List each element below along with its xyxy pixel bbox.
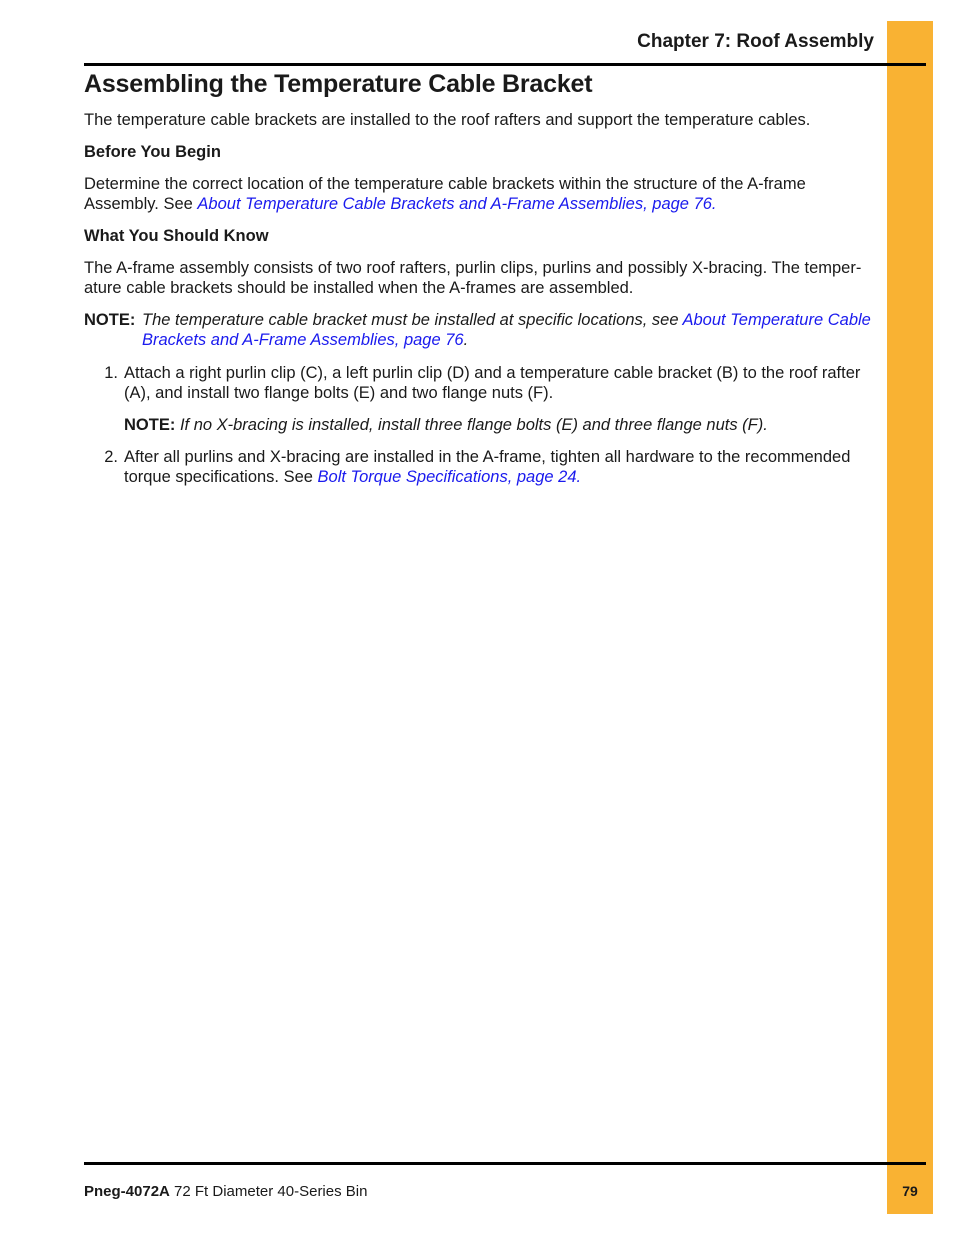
note-block <box>84 310 879 350</box>
step-item <box>84 447 879 487</box>
step-end: . <box>576 468 582 486</box>
intro-paragraph: The temperature cable brackets are installed to the roof rafters and support the temperature cables. <box>84 111 811 129</box>
footer-doc-title: 72 Ft Diameter 40-Series Bin <box>174 1183 368 1200</box>
page-title: Assembling the Temperature Cable Bracket <box>84 70 593 98</box>
step-text: After all purlins and X-bracing are installed in the A-frame, tighten all hardware to the recommended torque specifications. See <box>124 448 851 486</box>
page-content <box>84 110 879 499</box>
before-link[interactable]: About Temperature Cable Brackets and A-Frame Assemblies, page 76 <box>197 195 712 213</box>
step-link[interactable]: Bolt Torque Specifications, page 24 <box>317 468 577 486</box>
note-end: . <box>463 331 469 349</box>
step-number: 1. <box>104 364 118 382</box>
before-heading: Before You Begin <box>84 143 221 161</box>
steps-list <box>84 363 879 487</box>
page-number: 79 <box>902 1183 918 1199</box>
before-paragraph <box>84 174 879 214</box>
step-note <box>124 415 879 435</box>
step-body <box>124 363 879 435</box>
note-text: The temperature cable bracket must be installed at specific locations, see <box>142 311 683 329</box>
step-note-label: NOTE: <box>124 416 176 434</box>
step-item <box>84 363 879 435</box>
footer-rule <box>84 1162 926 1165</box>
know-paragraph: The A-frame assembly consists of two roof rafters, purlin clips, purlins and possibly X-bracing. The temper-ature cable brackets should be installed when the A-frames are assembled. <box>84 259 862 297</box>
header-rule <box>84 63 926 66</box>
note-link[interactable]: About Temperature Cable Brackets and A-Frame Assemblies, page 76 <box>142 311 871 349</box>
footer-doc <box>84 1183 367 1200</box>
step-text: Attach a right purlin clip (C), a left purlin clip (D) and a temperature cable bracket (B) to the roof rafter (A), and install two flange bolts (E) and two flange nuts (F). <box>124 364 861 402</box>
note-label: NOTE: <box>84 311 136 329</box>
chapter-heading: Chapter 7: Roof Assembly <box>637 31 874 52</box>
step-note-text: If no X-bracing is installed, install three flange bolts (E) and three flange nuts (F). <box>179 416 768 434</box>
before-end: . <box>711 195 717 213</box>
chapter-tab <box>887 21 933 1214</box>
know-heading: What You Should Know <box>84 227 269 245</box>
before-text: Determine the correct location of the temperature cable brackets within the structure of the A-frame Assembly. See <box>84 175 806 213</box>
footer-doc-id: Pneg-4072A <box>84 1183 170 1200</box>
step-number: 2. <box>104 448 118 466</box>
step-body <box>124 447 879 487</box>
note-text-wrap <box>142 310 879 350</box>
